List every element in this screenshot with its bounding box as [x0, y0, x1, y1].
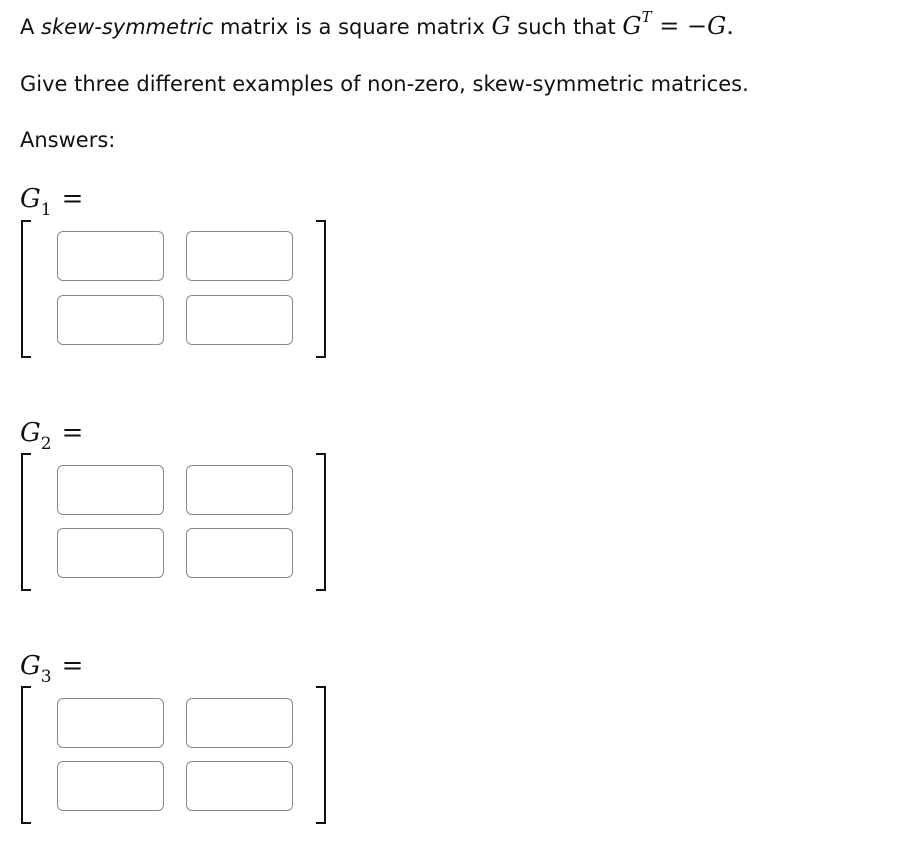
- matrix-label-g2: [20, 418, 84, 455]
- question-instruction: Give three different examples of non-zero, skew-symmetric matrices.: [20, 72, 749, 96]
- matrix-g3-cell-r2c2[interactable]: [186, 761, 293, 811]
- matrix-g1-left-bracket: [21, 220, 31, 358]
- definition-variable: G: [491, 12, 511, 40]
- matrix-equals: =: [61, 418, 84, 448]
- matrix-subscript: 3: [40, 667, 52, 688]
- matrix-g3-left-bracket: [21, 686, 31, 824]
- matrix-symbol: G: [20, 184, 41, 214]
- matrix-g2-cell-r1c2[interactable]: [186, 465, 293, 515]
- equation-lhs-variable: G: [622, 12, 642, 40]
- equation-transpose-superscript: T: [641, 8, 652, 26]
- matrix-g2-right-bracket: [316, 453, 326, 591]
- matrix-symbol: G: [20, 418, 41, 448]
- matrix-g1-cell-r2c2[interactable]: [186, 295, 293, 345]
- matrix-g3-cell-r1c2[interactable]: [186, 698, 293, 748]
- matrix-g2-cell-r1c1[interactable]: [57, 465, 164, 515]
- matrix-g1-cell-r1c2[interactable]: [186, 231, 293, 281]
- definition-such-that: such that: [510, 15, 623, 39]
- question-definition: [20, 8, 734, 40]
- matrix-g1-cell-r2c1[interactable]: [57, 295, 164, 345]
- matrix-g2-cell-r2c1[interactable]: [57, 528, 164, 578]
- matrix-g1-cell-r1c1[interactable]: [57, 231, 164, 281]
- definition-term: skew-symmetric: [41, 15, 214, 39]
- answers-label: Answers:: [20, 128, 116, 152]
- matrix-g2-cell-r2c2[interactable]: [186, 528, 293, 578]
- definition-prefix: A: [20, 15, 42, 39]
- matrix-subscript: 1: [40, 200, 52, 221]
- matrix-equals: =: [61, 651, 84, 681]
- matrix-g3-cell-r2c1[interactable]: [57, 761, 164, 811]
- matrix-g3-cell-r1c1[interactable]: [57, 698, 164, 748]
- matrix-equals: =: [61, 184, 84, 214]
- matrix-label-g1: [20, 184, 84, 221]
- matrix-label-g3: [20, 651, 84, 688]
- matrix-subscript: 2: [40, 434, 52, 455]
- matrix-g2-left-bracket: [21, 453, 31, 591]
- matrix-g3-right-bracket: [316, 686, 326, 824]
- equation-rhs-variable: G: [707, 12, 727, 40]
- definition-middle: matrix is a square matrix: [213, 15, 492, 39]
- equation-end-period: .: [726, 12, 734, 40]
- matrix-g1-right-bracket: [316, 220, 326, 358]
- matrix-symbol: G: [20, 651, 41, 681]
- equation-rhs-operator: = −: [651, 12, 708, 40]
